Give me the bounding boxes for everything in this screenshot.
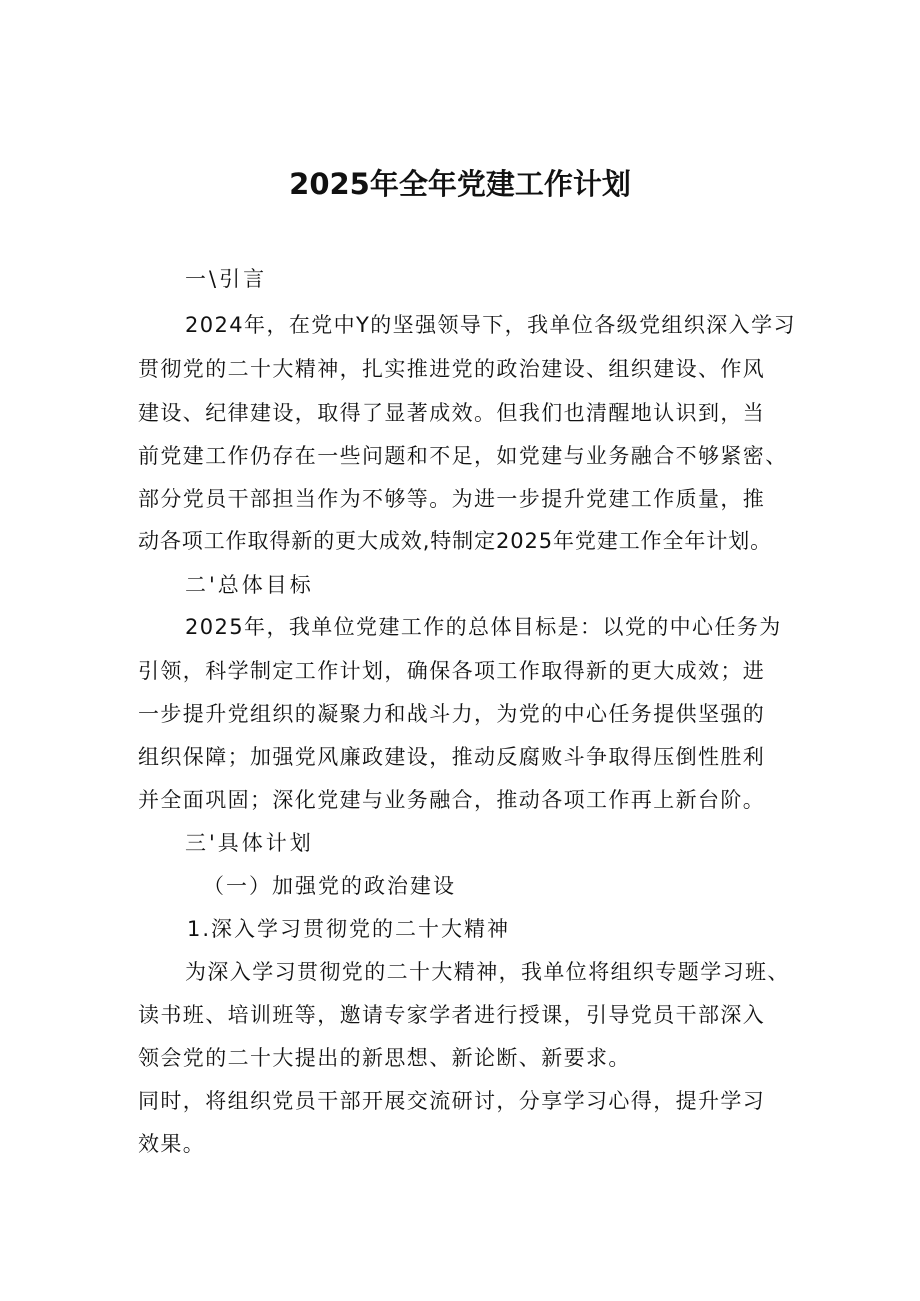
paragraph-line: 引领，科学制定工作计划，确保各项工作取得新的更大成效；进: [138, 659, 766, 683]
paragraph-line: 效果。: [138, 1132, 206, 1156]
section-heading-overall-goals: 二'总体目标: [185, 573, 314, 597]
section-heading-specific-plans: 三'具体计划: [185, 831, 314, 855]
paragraph-line: 部分党员干部担当作为不够等。为进一步提升党建工作质量，推: [138, 487, 766, 511]
paragraph-line: 并全面巩固；深化党建与业务融合，推动各项工作再上新台阶。: [138, 788, 766, 812]
section-heading-introduction: 一\引言: [185, 267, 268, 291]
item-heading-study-twentieth-congress: 1.深入学习贯彻党的二十大精神: [187, 917, 511, 941]
paragraph-line: 2025年，我单位党建工作的总体目标是：以党的中心任务为: [185, 615, 782, 639]
paragraph-line: 同时，将组织党员干部开展交流研讨，分享学习心得，提升学习: [138, 1089, 766, 1113]
subsection-heading-political-construction: （一）加强党的政治建设: [203, 874, 456, 898]
paragraph-line: 动各项工作取得新的更大成效,特制定2025年党建工作全年计划。: [138, 529, 773, 553]
paragraph-line: 2024年，在党中Y的坚强领导下，我单位各级党组织深入学习: [185, 313, 796, 337]
paragraph-line: 贯彻党的二十大精神，扎实推进党的政治建设、组织建设、作风: [138, 357, 766, 381]
paragraph-line: 前党建工作仍存在一些问题和不足，如党建与业务融合不够紧密、: [138, 444, 788, 468]
paragraph-line: 领会党的二十大提出的新思想、新论断、新要求。: [138, 1046, 631, 1070]
document-title: 2025年全年党建工作计划: [289, 167, 631, 201]
paragraph-line: 读书班、培训班等，邀请专家学者进行授课，引导党员干部深入: [138, 1003, 766, 1027]
paragraph-line: 建设、纪律建设，取得了显著成效。但我们也清醒地认识到，当: [138, 401, 766, 425]
paragraph-line: 一步提升党组织的凝聚力和战斗力，为党的中心任务提供坚强的: [138, 702, 766, 726]
paragraph-line: 为深入学习贯彻党的二十大精神，我单位将组织专题学习班、: [185, 960, 790, 984]
paragraph-line: 组织保障；加强党风廉政建设，推动反腐败斗争取得压倒性胜利: [138, 745, 766, 769]
